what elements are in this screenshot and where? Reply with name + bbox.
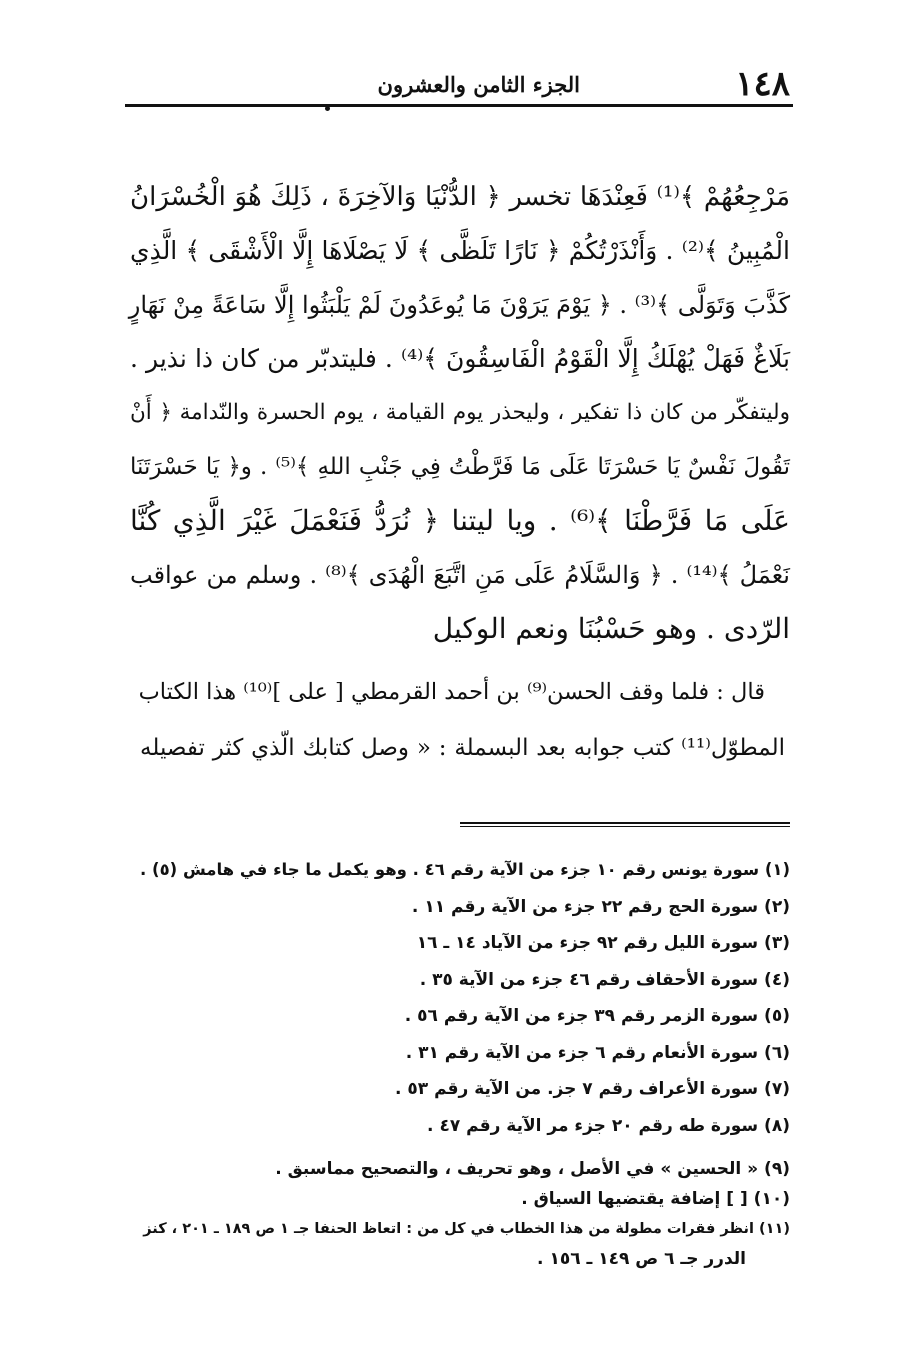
footnote: (٩) « الحسين » في الأصل ، وهو تحريف ، والتصحيح مماسبق . <box>275 1159 790 1179</box>
text-line: المطوّل⁽¹¹⁾ كتب جوابه بعد البسملة : « وصل كتابك الّذي كثر تفصيله <box>140 735 785 761</box>
footnote: (١) سورة يونس رقم ١٠ جزء من الآية رقم ٤٦ . وهو يكمل ما جاء في هامش (٥) . <box>140 860 790 879</box>
text-line: الرّدى . وهو حَسْبُنَا ونعم الوكيل <box>432 612 790 645</box>
page-header <box>125 62 790 104</box>
text-line: مَرْجِعُهُمْ ﴾⁽¹⁾ فَعِنْدَهَا تخسر ﴿ الدُّنْيَا وَالآخِرَةَ ، ذَلِكَ هُوَ الْخُسْرَانُ <box>130 182 790 212</box>
footnote-separator <box>460 822 790 827</box>
header-rule <box>125 104 793 107</box>
footnote: (٨) سورة طه رقم ٢٠ جزء مر الآية رقم ٤٧ . <box>427 1115 790 1136</box>
running-title: الجزء الثامن والعشرون <box>377 72 580 97</box>
text-line: تَقُولَ نَفْسٌ يَا حَسْرَتَا عَلَى مَا فَرَّطْتُ فِي جَنْبِ اللهِ ﴾⁽⁵⁾ . و﴿ يَا حَسْرَتَنَا <box>130 454 790 480</box>
footnote: (٦) سورة الأنعام رقم ٦ جزء من الآية رقم ٣١ . <box>405 1042 790 1063</box>
text-line: وليتفكّر من كان ذا تفكير ، وليحذر يوم القيامة ، يوم الحسرة والنّدامة ﴿ أَنْ <box>130 400 790 425</box>
text-line: نَعْمَلُ ﴾⁽¹⁴⁾ . ﴿ وَالسَّلَامُ عَلَى مَنِ اتَّبَعَ الْهُدَى ﴾⁽⁸⁾ . وسلم من عواقب <box>130 561 790 589</box>
text-line: كَذَّبَ وَتَوَلَّى ﴾⁽³⁾ . ﴿ يَوْمَ يَرَوْنَ مَا يُوعَدُونَ لَمْ يَلْبَثُوا إِلَّا سَاعَةً مِنْ نَهَارٍ <box>128 291 790 319</box>
footnote: (٥) سورة الزمر رقم ٣٩ جزء من الآية رقم ٥٦ . <box>404 1006 790 1026</box>
footnote: (١٠) [ ] إضافة يقتضيها السياق . <box>521 1189 790 1209</box>
footnote: (٤) سورة الأحقاف رقم ٤٦ جزء من الآية ٣٥ . <box>419 969 790 990</box>
footnotes <box>130 852 790 1274</box>
footnote: (١١) انظر فقرات مطولة من هذا الخطاب في كل من : اتعاظ الحنفا جـ ١ ص ١٨٩ ـ ٢٠١ ، كنز <box>143 1221 790 1237</box>
text-line: عَلَى مَا فَرَّطْنَا ﴾⁽⁶⁾ . ويا ليتنا ﴿ نُرَدُّ فَنَعْمَلَ غَيْرَ الَّذِي كُنَّا <box>130 504 790 537</box>
page-number: ١٤٨ <box>735 64 790 104</box>
footnote: (٢) سورة الحج رقم ٢٢ جزء من الآية رقم ١١ . <box>411 896 790 917</box>
footnote: (٧) سورة الأعراف رقم ٧ جز. من الآية رقم ٥٣ . <box>395 1079 790 1099</box>
footnote: (٣) سورة الليل رقم ٩٢ جزء من الآياد ١٤ ـ ١٦ <box>416 933 790 953</box>
footnote-continuation: الدرر جـ ٦ ص ١٤٩ ـ ١٥٦ . <box>537 1249 746 1269</box>
header-ornament-dot <box>325 106 330 111</box>
text-line: الْمُبِينُ ﴾⁽²⁾ . وَأَنْذَرْتُكُمْ ﴿ نَارًا تَلَظَّى ﴾ لَا يَصْلَاهَا إِلَّا الْأَشْقَى ﴾ الَّذِي <box>130 236 790 265</box>
text-line: بَلَاغٌ فَهَلْ يُهْلَكُ إِلَّا الْقَوْمُ الْفَاسِقُونَ ﴾⁽⁴⁾ . فليتدبّر من كان ذا نذير . <box>130 344 791 373</box>
text-line: قال : فلما وقف الحسن⁽⁹⁾ بن أحمد القرمطي [ على ]⁽¹⁰⁾ هذا الكتاب <box>138 679 765 705</box>
second-paragraph <box>140 664 785 776</box>
main-text <box>130 170 790 656</box>
